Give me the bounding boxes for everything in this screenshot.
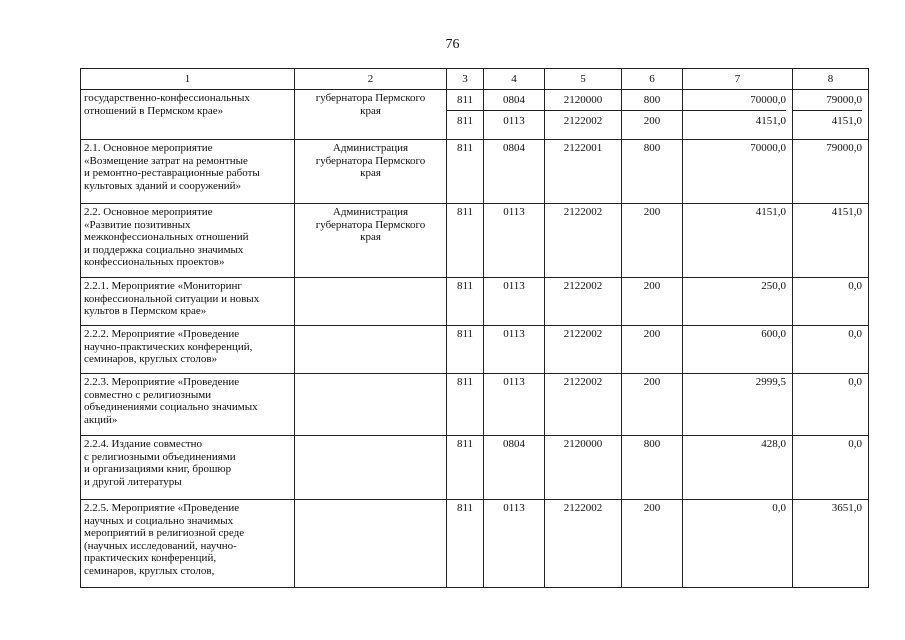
table-row bbox=[81, 140, 869, 204]
code-value: 811 bbox=[447, 278, 484, 326]
administrator: губернатора Пермского края bbox=[295, 90, 447, 140]
code-value: 811 bbox=[447, 326, 484, 374]
section-value: 0113 bbox=[484, 326, 545, 374]
amount-value: 4151,0 bbox=[793, 204, 869, 278]
column-header: 4 bbox=[484, 69, 545, 90]
target-article-value: 2120000 bbox=[563, 94, 603, 106]
amount-value: 0,0 bbox=[793, 278, 869, 326]
expense-type-value: 800 bbox=[622, 140, 683, 204]
expense-type-cell bbox=[622, 90, 683, 140]
target-article-value: 2122002 bbox=[545, 110, 621, 131]
amount-value: 79000,0 bbox=[826, 94, 862, 106]
amount-value: 600,0 bbox=[683, 326, 793, 374]
target-article-value: 2122002 bbox=[545, 500, 622, 588]
target-article-value: 2122002 bbox=[545, 204, 622, 278]
section-value: 0113 bbox=[484, 204, 545, 278]
header-row bbox=[81, 69, 869, 90]
amount-value: 70000,0 bbox=[750, 94, 786, 106]
table-row bbox=[81, 90, 869, 140]
table-row bbox=[81, 278, 869, 326]
section-value: 0804 bbox=[484, 140, 545, 204]
administrator bbox=[295, 278, 447, 326]
amount-value: 4151,0 bbox=[683, 204, 793, 278]
administrator bbox=[295, 436, 447, 500]
amount-cell bbox=[793, 90, 869, 140]
amount-value: 428,0 bbox=[683, 436, 793, 500]
code-cell bbox=[447, 90, 484, 140]
section-value: 0113 bbox=[484, 110, 544, 131]
page-number: 76 bbox=[445, 37, 460, 52]
section-value: 0113 bbox=[484, 374, 545, 436]
activity-name: 2.2.1. Мероприятие «Мониторинг конфессиональной ситуации и новых культов в Пермском крае» bbox=[81, 278, 295, 326]
budget-table bbox=[80, 68, 869, 588]
target-article-cell bbox=[545, 90, 622, 140]
expense-type-value: 200 bbox=[622, 374, 683, 436]
target-article-value: 2120000 bbox=[545, 436, 622, 500]
section-value: 0804 bbox=[484, 436, 545, 500]
amount-value: 0,0 bbox=[793, 326, 869, 374]
activity-name: 2.2.3. Мероприятие «Проведение совместно с религиозными объединениями социально значимых акций» bbox=[81, 374, 295, 436]
column-header: 3 bbox=[447, 69, 484, 90]
code-value: 811 bbox=[447, 204, 484, 278]
activity-name: 2.2.5. Мероприятие «Проведение научных и социально значимых мероприятий в религиозной среде (научных исследований, научно- практических конференций, семинаров, круглых столов, bbox=[81, 500, 295, 588]
section-value: 0113 bbox=[484, 278, 545, 326]
amount-value: 0,0 bbox=[793, 436, 869, 500]
amount-value: 250,0 bbox=[683, 278, 793, 326]
activity-name: государственно-конфессиональных отношений в Пермском крае» bbox=[81, 90, 295, 140]
activity-name: 2.2.4. Издание совместно с религиозными объединениями и организациями книг, брошюр и другой литературы bbox=[81, 436, 295, 500]
amount-value: 70000,0 bbox=[683, 140, 793, 204]
expense-type-value: 200 bbox=[622, 326, 683, 374]
column-header: 2 bbox=[295, 69, 447, 90]
target-article-value: 2122002 bbox=[545, 374, 622, 436]
column-header: 1 bbox=[81, 69, 295, 90]
column-header: 7 bbox=[683, 69, 793, 90]
expense-type-value: 200 bbox=[622, 110, 682, 131]
expense-type-value: 200 bbox=[622, 278, 683, 326]
expense-type-value: 200 bbox=[622, 500, 683, 588]
expense-type-value: 200 bbox=[622, 204, 683, 278]
table-row bbox=[81, 204, 869, 278]
code-value: 811 bbox=[447, 500, 484, 588]
target-article-value: 2122002 bbox=[545, 278, 622, 326]
column-header: 6 bbox=[622, 69, 683, 90]
table-row bbox=[81, 374, 869, 436]
section-cell bbox=[484, 90, 545, 140]
expense-type-value: 800 bbox=[622, 436, 683, 500]
section-value: 0804 bbox=[503, 94, 525, 106]
amount-value: 3651,0 bbox=[793, 500, 869, 588]
code-value: 811 bbox=[447, 110, 483, 131]
expense-type-value: 800 bbox=[643, 94, 661, 106]
section-value: 0113 bbox=[484, 500, 545, 588]
amount-value: 0,0 bbox=[793, 374, 869, 436]
table-row bbox=[81, 500, 869, 588]
administrator bbox=[295, 374, 447, 436]
target-article-value: 2122002 bbox=[545, 326, 622, 374]
code-value: 811 bbox=[456, 94, 474, 106]
activity-name: 2.1. Основное мероприятие «Возмещение затрат на ремонтные и ремонтно-реставрационные работы культовых зданий и сооружений» bbox=[81, 140, 295, 204]
amount-value: 0,0 bbox=[683, 500, 793, 588]
amount-cell bbox=[683, 90, 793, 140]
administrator bbox=[295, 326, 447, 374]
amount-value: 4151,0 bbox=[683, 110, 786, 131]
column-header: 5 bbox=[545, 69, 622, 90]
table-row bbox=[81, 436, 869, 500]
administrator: Администрация губернатора Пермского края bbox=[295, 140, 447, 204]
administrator bbox=[295, 500, 447, 588]
column-header: 8 bbox=[793, 69, 869, 90]
target-article-value: 2122001 bbox=[545, 140, 622, 204]
activity-name: 2.2. Основное мероприятие «Развитие позитивных межконфессиональных отношений и поддержка социально значимых конфессиональных проектов» bbox=[81, 204, 295, 278]
code-value: 811 bbox=[447, 140, 484, 204]
amount-value: 4151,0 bbox=[793, 110, 862, 131]
amount-value: 79000,0 bbox=[793, 140, 869, 204]
table-row bbox=[81, 326, 869, 374]
code-value: 811 bbox=[447, 436, 484, 500]
amount-value: 2999,5 bbox=[683, 374, 793, 436]
activity-name: 2.2.2. Мероприятие «Проведение научно-практических конференций, семинаров, круглых столов» bbox=[81, 326, 295, 374]
code-value: 811 bbox=[447, 374, 484, 436]
administrator: Администрация губернатора Пермского края bbox=[295, 204, 447, 278]
